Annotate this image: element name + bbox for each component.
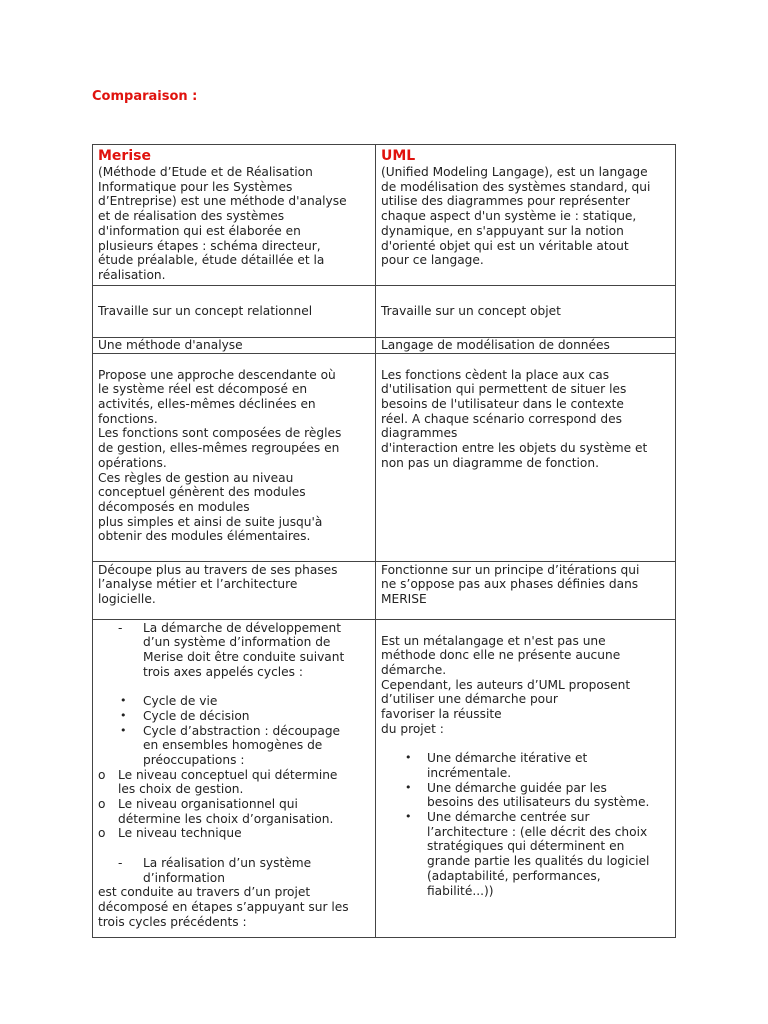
merise-type: Une méthode d'analyse <box>98 337 243 352</box>
merise-levels-list <box>98 768 370 842</box>
uml-type-cell <box>376 337 676 353</box>
merise-type-cell <box>93 337 376 353</box>
merise-concept: Travaille sur un concept relationnel <box>98 303 313 318</box>
dash-marker: - <box>118 620 123 635</box>
list-item <box>98 621 370 680</box>
merise-axes-text: La démarche de développement d’un système d’information de Merise doit être conduite suivant trois axes appelés cycles : <box>143 620 345 679</box>
bullet-icon: • <box>120 723 127 737</box>
cycle-item: Cycle de vie <box>143 694 218 709</box>
list-item <box>98 826 370 841</box>
page-heading: Comparaison : <box>92 89 198 104</box>
uml-phases-cell <box>376 561 676 619</box>
circle-bullet-icon: o <box>98 826 106 841</box>
circle-bullet-icon: o <box>98 797 106 812</box>
list-item <box>98 797 370 826</box>
table-row <box>93 145 676 286</box>
list-item <box>381 751 670 780</box>
merise-project-text: est conduite au travers d’un projet décomposé en étapes s’appuyant sur les trois cycles précédents : <box>98 885 349 929</box>
list-item <box>98 856 370 885</box>
dash-marker: - <box>118 855 123 870</box>
circle-bullet-icon: o <box>98 767 106 782</box>
level-item: Le niveau organisationnel qui détermine les choix d’organisation. <box>118 797 334 826</box>
uml-concept-cell <box>376 285 676 337</box>
uml-process-intro: Est un métalangage et n'est pas une méthode donc elle ne présente aucune démarche. Cependant, les auteurs d’UML proposent d’utiliser une démarche pour favoriser la réussite du projet : <box>381 633 631 736</box>
merise-process-cell <box>93 619 376 937</box>
merise-header: Merise <box>98 148 151 164</box>
uml-approach: Les fonctions cèdent la place aux cas d'utilisation qui permettent de situer les besoins de l'utilisateur dans le contexte réel. A chaque scénario correspond des diagrammes d'interaction entre les objets du système et non pas un diagramme de fonction. <box>381 367 648 470</box>
approach-item: Une démarche guidée par les besoins des utilisateurs du système. <box>427 780 650 810</box>
bullet-icon: • <box>405 751 412 765</box>
list-item <box>98 768 370 797</box>
approach-item: Une démarche centrée sur l’architecture : (elle décrit des choix stratégiques qui déterminent en grande partie les qualités du logiciel (adaptabilité, performances, fiabilité...)) <box>427 810 650 898</box>
merise-dash-list <box>98 621 370 680</box>
bullet-icon: • <box>120 708 127 722</box>
bullet-icon: • <box>405 810 412 824</box>
list-item <box>98 709 370 724</box>
list-item <box>381 810 670 898</box>
merise-dash-list-2 <box>98 856 370 885</box>
table-row <box>93 285 676 337</box>
list-item <box>98 724 370 768</box>
uml-approach-cell <box>376 353 676 561</box>
merise-approach: Propose une approche descendante où le système réel est décomposé en activités, elles-mêmes déclinées en fonctions. Les fonctions sont composées de règles de gestion, elles-mêmes regroupées en opérations. Ces règles de gestion au niveau conceptuel génèrent des modules décomposés en modules plus simples et ainsi de suite jusqu'à obtenir des modules élémentaires. <box>98 367 342 544</box>
bullet-icon: • <box>120 694 127 708</box>
merise-cycles-list <box>98 694 370 768</box>
merise-phases: Découpe plus au travers de ses phases l’analyse métier et l’architecture logicielle. <box>98 562 338 607</box>
uml-definition: (Unified Modeling Langage), est un langage de modélisation des systèmes standard, qui utilise des diagrammes pour représenter chaque aspect d'un système ie : statique, dynamique, en s'appuyant sur la notion d'orienté objet qui est un véritable atout pour ce langage. <box>381 165 651 268</box>
merise-definition: (Méthode d’Etude et de Réalisation Informatique pour les Systèmes d’Entreprise) est une méthode d'analyse et de réalisation des systèmes d'information qui est élaborée en plusieurs étapes : schéma directeur, étude préalable, étude détaillée et la réalisation. <box>98 165 347 282</box>
comparison-table <box>92 144 676 938</box>
table-row <box>93 619 676 937</box>
uml-approach-list <box>381 751 670 898</box>
list-item <box>381 781 670 810</box>
merise-realisation-text: La réalisation d’un système d’information <box>143 855 312 885</box>
cycle-item: Cycle d’abstraction : découpage en ensembles homogènes de préoccupations : <box>143 723 341 767</box>
uml-process-cell <box>376 619 676 937</box>
uml-cell <box>376 145 676 286</box>
uml-phases: Fonctionne sur un principe d’itérations qui ne s’oppose pas aux phases définies dans MERISE <box>381 562 640 607</box>
level-item: Le niveau conceptuel qui détermine les choix de gestion. <box>118 767 338 797</box>
bullet-icon: • <box>405 780 412 794</box>
merise-cell <box>93 145 376 286</box>
list-item <box>98 694 370 709</box>
uml-concept: Travaille sur un concept objet <box>381 303 561 318</box>
cycle-item: Cycle de décision <box>143 708 250 723</box>
approach-item: Une démarche itérative et incrémentale. <box>427 751 588 780</box>
merise-approach-cell <box>93 353 376 561</box>
merise-phases-cell <box>93 561 376 619</box>
merise-concept-cell <box>93 285 376 337</box>
table-row <box>93 337 676 353</box>
table-row <box>93 353 676 561</box>
table-row <box>93 561 676 619</box>
level-item: Le niveau technique <box>118 826 242 841</box>
uml-type: Langage de modélisation de données <box>381 337 610 352</box>
uml-header: UML <box>381 148 416 164</box>
